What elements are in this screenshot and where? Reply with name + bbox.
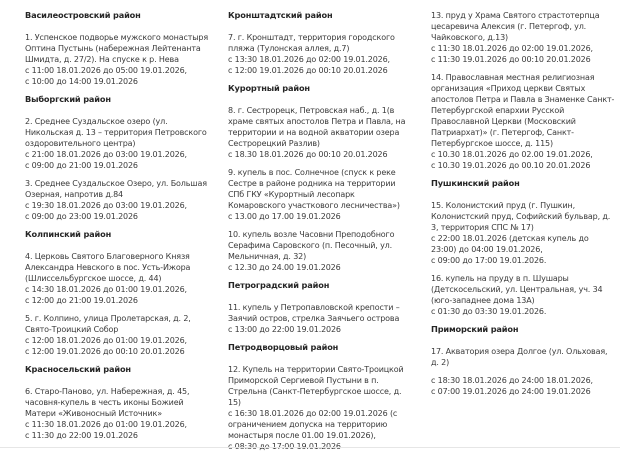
item-description: 9. купель в пос. Солнечное (спуск к реке Сестре в районе родника на территории СПб ГКУ «Курортный лесопарк Комаровского участкового лесничества») xyxy=(228,168,400,210)
list-item xyxy=(431,72,615,171)
item-time-line: с 08:30 до 17:00 19.01.2026 xyxy=(228,442,341,451)
list-item xyxy=(25,178,209,222)
district-heading: Василеостровский район xyxy=(25,10,141,20)
list-item xyxy=(228,32,412,76)
item-time-line: с 09:00 до 21:00 19.01.2026 xyxy=(25,161,138,170)
item-description: 17. Акватория озера Долгое (ул. Ольховая, д. 2) xyxy=(431,347,608,367)
item-description: 12. Купель на территории Свято-Троицкой Приморской Сергиевой Пустыни в п. Стрельна (Санкт-Петербургское шоссе, д. 15) xyxy=(228,365,404,407)
list-item xyxy=(228,229,412,273)
item-time-line: с 12:00 19.01.2026 до 00:10 20.01.2026 xyxy=(25,347,185,356)
item-description: 16. купель на пруду в п. Шушары (Детскосельский, ул. Центральная, уч. 34 (юго-западнее дома 13А) xyxy=(431,274,603,305)
item-time-line: с 11:30 до 22:00 19.01.2026 xyxy=(25,431,138,440)
list-item xyxy=(25,116,209,171)
bottom-divider xyxy=(0,447,620,448)
item-description: 14. Православная местная религиозная организация «Приход церкви Святых апостолов Петра и Павла в Знаменке Санкт-Петербургской епархии Русской Православной Церкви (Московский Патриархат)» (г. Петергоф, Санкт-Петербургское шоссе, д. 115) xyxy=(431,73,615,148)
item-time-line: с 11:30 18.01.2026 до 01:00 19.01.2026, xyxy=(25,420,187,429)
list-item xyxy=(228,167,412,222)
list-item xyxy=(431,346,615,368)
item-time-line: с 22:00 18.01.2026 (детская купель до 23:00) до 04:00 19.01.2026, xyxy=(431,234,589,254)
district-heading: Кронштадтский район xyxy=(228,10,333,20)
list-item xyxy=(228,105,412,160)
item-time-line: с 12.30 до 24.00 19.01.2026 xyxy=(228,263,341,272)
item-time-line: с 16:30 18.01.2026 до 02:00 19.01.2026 (с ограничением допуска на территорию монастыря после 01.00 19.01.2026), xyxy=(228,409,398,440)
district-heading: Пушкинский район xyxy=(431,178,520,188)
column xyxy=(25,10,209,459)
district-heading: Курортный район xyxy=(228,83,310,93)
item-time-line: с 12:00 19.01.2026 до 00:10 20.01.2026 xyxy=(228,66,388,75)
district-heading: Красносельский район xyxy=(25,364,131,374)
item-time-line: с 18:30 18.01.2026 до 24:00 18.01.2026, xyxy=(431,376,593,385)
item-time-line: с 13:00 до 22:00 19.01.2026 xyxy=(228,325,341,334)
column xyxy=(431,10,615,459)
item-time-line: с 11:00 18.01.2026 до 05:00 19.01.2026, xyxy=(25,66,187,75)
item-time-line: с 10.30 19.01.2026 до 00.10 20.01.2026 xyxy=(431,161,591,170)
list-item xyxy=(25,32,209,87)
item-description: 2. Среднее Суздальское озеро (ул. Никольская д. 13 – территория Петровского оздоровительного центра) xyxy=(25,117,207,148)
list-item xyxy=(25,251,209,306)
list-item xyxy=(431,273,615,317)
item-description: 15. Колонистский пруд (г. Пушкин, Колонистский пруд, Софийский бульвар, д. 3, территория СПС № 17) xyxy=(431,201,611,232)
item-time-line: с 11:30 18.01.2026 до 02:00 19.01.2026, xyxy=(431,44,593,53)
item-time-line: с 07:00 19.01.2026 до 24:00 19.01.2026 xyxy=(431,387,591,396)
item-description: 11. купель у Петропавловской крепости – Заячий остров, стрелка Заячьего острова xyxy=(228,303,400,323)
list-item xyxy=(25,386,209,441)
list-item xyxy=(431,375,615,397)
item-time-line: с 01:30 до 03:30 19.01.2026. xyxy=(431,307,547,316)
list-item xyxy=(431,200,615,266)
item-time-line: с 10:00 до 14:00 19.01.2026 xyxy=(25,77,138,86)
item-time-line: с 19:30 18.01.2026 до 03:00 19.01.2026, xyxy=(25,201,187,210)
item-time-line: с 10.30 18.01.2026 до 02.00 19.01.2026, xyxy=(431,150,593,159)
district-heading: Петродворцовый район xyxy=(228,342,339,352)
item-time-line: с 13:30 18.01.2026 до 02:00 19.01.2026, xyxy=(228,55,390,64)
item-description: 13. пруд у Храма Святого страстотерпца цесаревича Алексия (г. Петергоф, ул. Чайковского, д.13) xyxy=(431,11,600,42)
item-time-line: с 18.30 18.01.2026 до 00:10 20.01.2026 xyxy=(228,150,388,159)
item-description: 7. г. Кронштадт, территория городского пляжа (Тулонская аллея, д.7) xyxy=(228,33,395,53)
item-time-line: с 21:00 18.01.2026 до 03:00 19.01.2026, xyxy=(25,150,187,159)
list-item xyxy=(228,302,412,335)
item-time-line: с 12:00 18.01.2026 до 01:00 19.01.2026, xyxy=(25,336,187,345)
district-heading: Колпинский район xyxy=(25,229,112,239)
item-description: 6. Старо-Паново, ул. Набережная, д. 45, часовня-купель в честь иконы Божией Матери «Живоносный Источник» xyxy=(25,387,190,418)
item-time-line: с 11:30 19.01.2026 до 00:10 20.01.2026 xyxy=(431,55,591,64)
item-description: 8. г. Сестрорецк, Петровская наб., д. 1(в храме святых апостолов Петра и Павла, на территории и на водной акватории озера Сестрорецкий Разлив) xyxy=(228,106,406,148)
item-time-line: с 13.00 до 17.00 19.01.2026 xyxy=(228,212,341,221)
list-item xyxy=(431,10,615,65)
list-item xyxy=(25,313,209,357)
district-heading: Приморский район xyxy=(431,324,519,334)
district-heading: Петроградский район xyxy=(228,280,330,290)
item-time-line: с 09:00 до 23:00 19.01.2026 xyxy=(25,212,138,221)
item-description: 10. купель возле Часовни Преподобного Серафима Саровского (п. Песочный, ул. Мельничная, д. 32) xyxy=(228,230,395,261)
district-heading: Выборгский район xyxy=(25,94,111,104)
item-time-line: с 14:30 18.01.2026 до 01:00 19.01.2026, xyxy=(25,285,187,294)
item-description: 3. Среднее Суздальское Озеро, ул. Большая Озерная, напротив д.84 xyxy=(25,179,207,199)
list-item xyxy=(228,364,412,452)
item-description: 1. Успенское подворье мужского монастыря Оптина Пустынь (набережная Лейтенанта Шмидта, д. 27/2). На спуске к р. Нева xyxy=(25,33,209,64)
item-description: 5. г. Колпино, улица Пролетарская, д. 2, Свято-Троицкий Собор xyxy=(25,314,191,334)
item-description: 4. Церковь Святого Благоверного Князя Александра Невского в пос. Усть-Ижора (Шлиссельбургское шоссе, д. 44) xyxy=(25,252,191,283)
item-time-line: с 09:00 до 17:00 19.01.2026. xyxy=(431,256,547,265)
item-time-line: с 12:00 до 21:00 19.01.2026 xyxy=(25,296,138,305)
column xyxy=(228,10,412,459)
